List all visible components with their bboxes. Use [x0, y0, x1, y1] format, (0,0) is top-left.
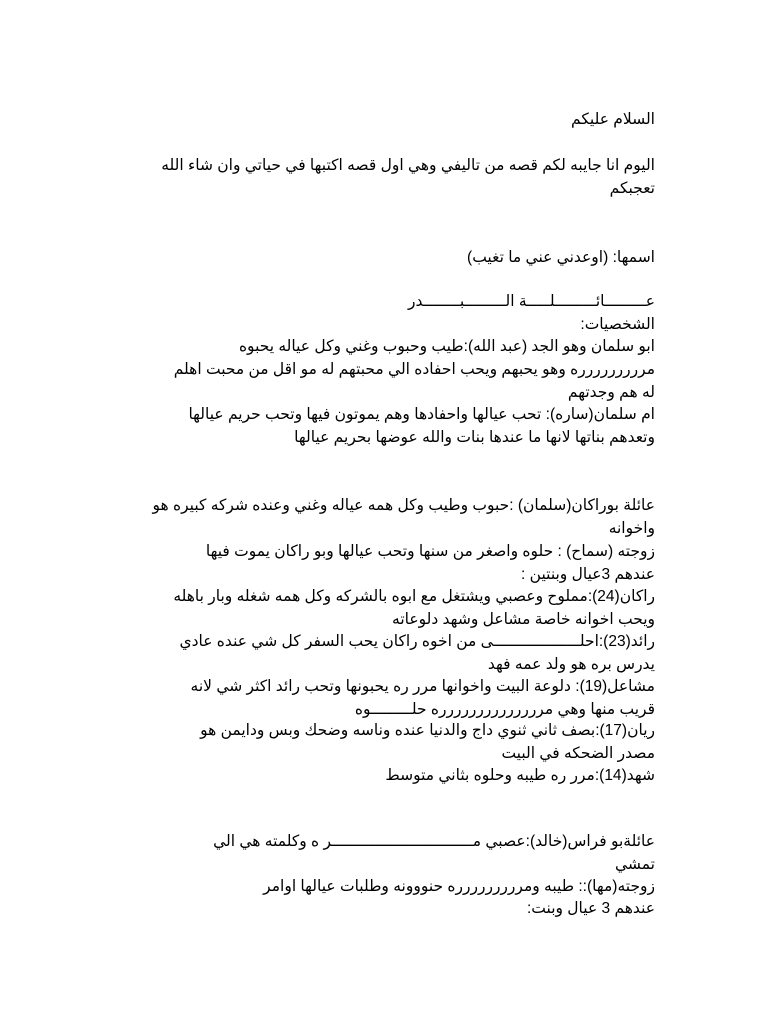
feras-children-count: [107, 897, 655, 920]
story-name-line: اسمها: (اوعدني عني ما تغيب): [467, 249, 655, 266]
rakan-paragraph: [107, 585, 655, 631]
rakan-wife-paragraph: [107, 540, 655, 563]
greeting: [107, 108, 655, 131]
mashael-paragraph: [107, 675, 655, 721]
grandmother-line: ام سلمان(ساره): تحب عيالها واحفادها وهم يموتون فيها وتحب حريم عيالها: [188, 406, 655, 423]
rayan-paragraph: [107, 719, 655, 765]
mashael-line: مشاعل(19): دلوعة البيت واخوانها مرر ره يحبونها وتحب رائد اكثر شي لانه: [190, 678, 655, 695]
rakan-wife-line: زوجته (سماح) : حلوه واصغر من سنها وتحب عيالها وبو راكان يموت فيها: [205, 543, 655, 560]
feras-father-paragraph: [107, 830, 655, 876]
rayan-line: مصدر الضحكه في البيت: [501, 745, 655, 762]
rakan-father-line: عائلة بوراكان(سلمان) :حبوب وطيب وكل همه عياله وغني وعنده شركه كبيره هو: [152, 497, 655, 514]
story-name: [107, 246, 655, 269]
grandfather-line: له هم وجدتهم: [567, 384, 655, 401]
rakan-children-count-line: عندهم 3عيال وبنتين :: [521, 566, 655, 583]
characters-heading: [107, 313, 655, 336]
grandfather-line: مررررررررره وهو يحبهم ويحب احفاده الي محبتهم له مو اقل من محبت اهلم: [173, 361, 655, 378]
rakan-line: ويحب اخوانه خاصة مشاعل وشهد دلوعاته: [392, 611, 655, 628]
feras-children-count-line: عندهم 3 عيال وبنت:: [526, 900, 655, 917]
raed-line: رائد(23):احلـــــــــــــــــــى من اخوه راكان يحب السفر كل شي عنده عادي: [179, 633, 655, 650]
family-heading-line: عـــــــــائـــــــــلـــــة الـــــــــبــــــــدر: [407, 293, 655, 310]
intro-paragraph: [107, 154, 655, 200]
raed-paragraph: [107, 630, 655, 676]
intro-line: اليوم انا جايبه لكم قصه من تاليفي وهي اول قصه اكتبها في حياتي وان شاء الله: [161, 157, 655, 174]
characters-heading-line: الشخصيات:: [580, 316, 655, 333]
raed-line: يدرس بره هو ولد عمه فهد: [487, 656, 655, 673]
rakan-father-line: واخوانه: [608, 520, 655, 537]
grandfather-paragraph: [107, 335, 655, 404]
feras-father-line: عائلةبو فراس(خالد):عصبي مـــــــــــــــــــــــــــــــر ه وكلمته هي الي: [213, 833, 655, 850]
shahad-paragraph: [107, 764, 655, 787]
feras-father-line: تمشي: [614, 856, 655, 873]
greeting-line: السلام عليكم: [571, 111, 655, 128]
family-heading: [107, 290, 655, 313]
rayan-line: ريان(17):بصف ثاني ثنوي داج والدنيا عنده وناسه وضحك وبس ودايمن هو: [200, 722, 655, 739]
rakan-children-count: [107, 563, 655, 586]
shahad-line: شهد(14):مرر ره طيبه وحلوه بثاني متوسط: [385, 767, 655, 784]
grandfather-line: ابو سلمان وهو الجد (عبد الله):طيب وحبوب وغني وكل عياله يحبوه: [238, 338, 655, 355]
grandmother-paragraph: [107, 403, 655, 449]
feras-wife-paragraph: [107, 875, 655, 898]
grandmother-line: وتعدهم بناتها لانها ما عندها بنات والله عوضها بحريم عيالها: [294, 429, 655, 446]
mashael-line: قريب منها وهي مرررررررررررررره حلـــــــــوه: [354, 701, 655, 718]
rakan-line: راكان(24):مملوح وعصبي ويشتغل مع ابوه بالشركه وكل همه شغله وبار باهله: [173, 588, 655, 605]
intro-line: تعجبكم: [609, 180, 655, 197]
rakan-father-paragraph: [107, 494, 655, 540]
feras-wife-line: زوجته(مها):: طيبه ومررررررررره حنووونه وطلبات عيالها اوامر: [263, 878, 655, 895]
